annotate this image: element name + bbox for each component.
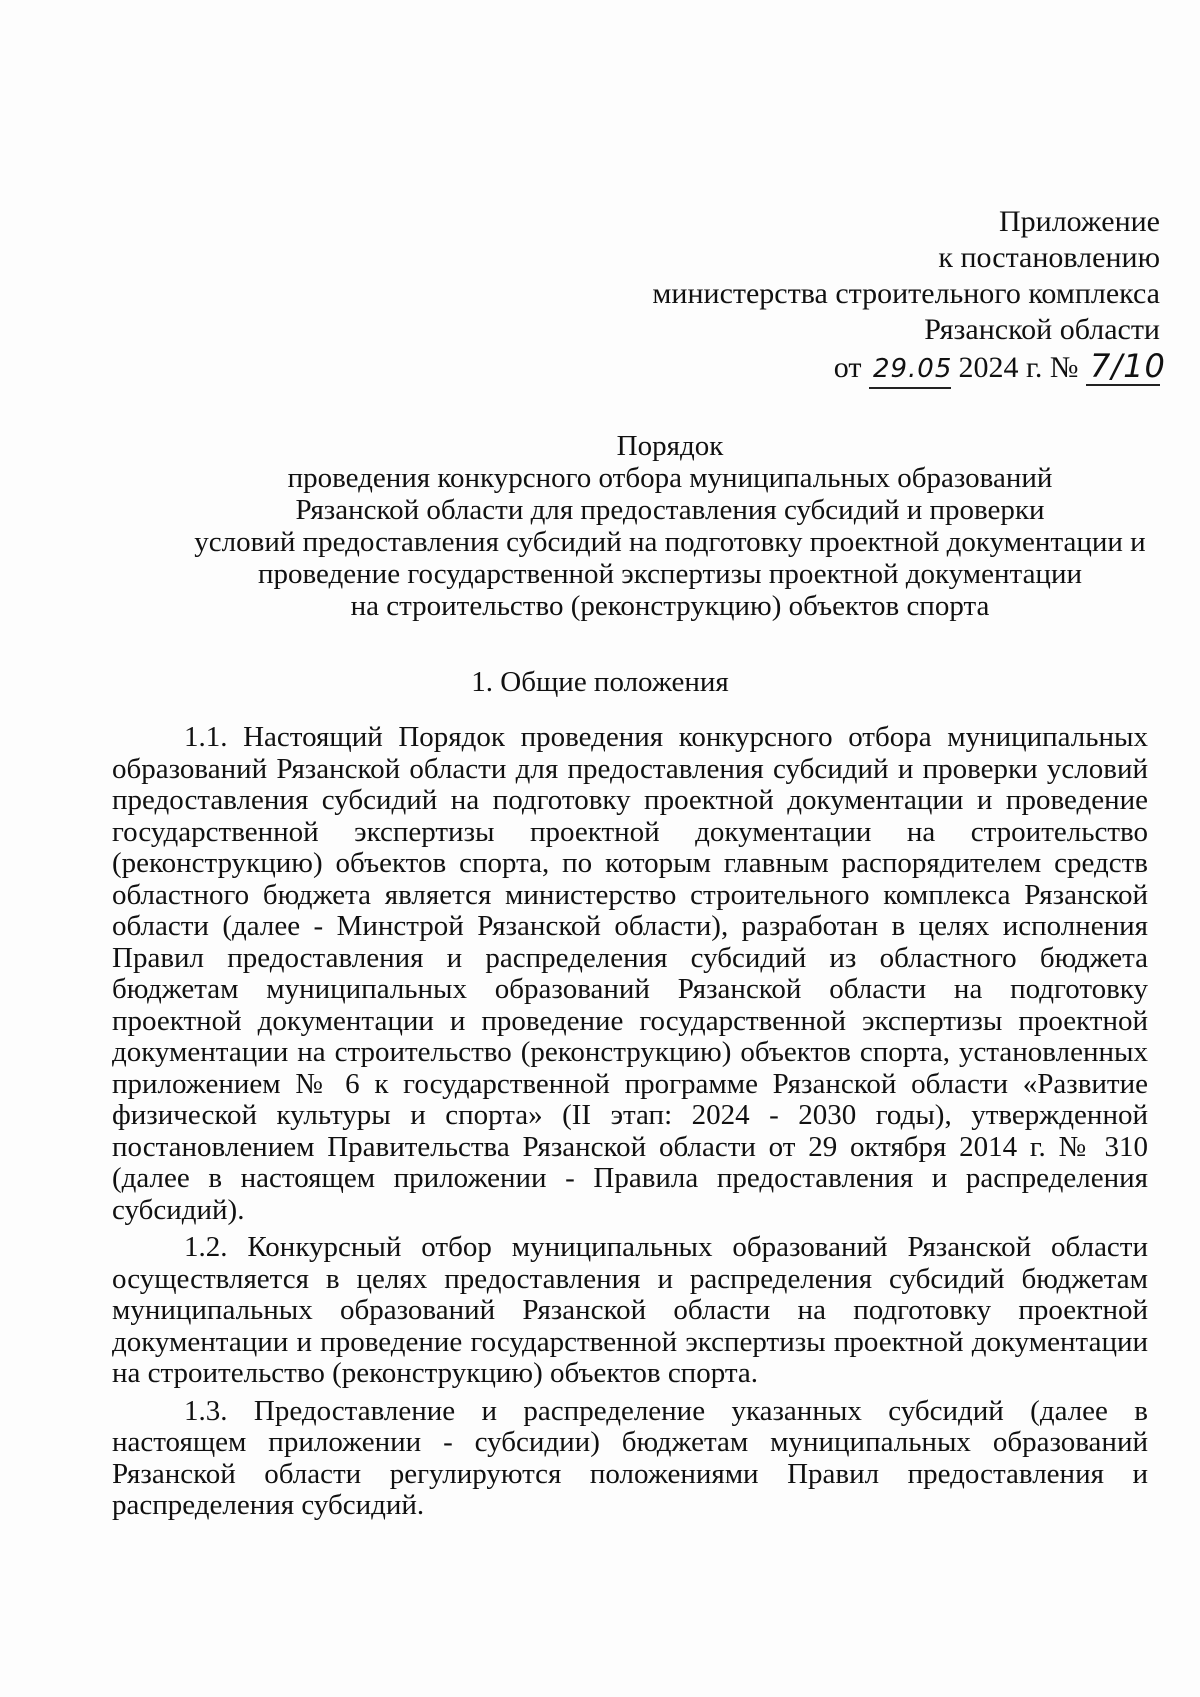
appendix-line-region: Рязанской области [924,313,1160,346]
title-line-1: Порядок [616,430,724,462]
paragraph-1-1: 1.1. Настоящий Порядок проведения конкурсного отбора муниципальных образований Рязанской области для предоставления субсидий и проверки условий предоставления субсидий на подготовку проектной документации и проведение государственной экспертизы проектной документации на строительство (реконструкцию) объектов спорта, по которым главным распорядителем средств областного бюджета является министерство строительного комплекса Рязанской области (далее - Минстрой Рязанской области), разработан в целях исполнения Правил предоставления и распределения субсидий из областного бюджета бюджетам муниципальных образований Рязанской области на подготовку проектной документации и проведение государственной экспертизы проектной документации на строительство (реконструкцию) объектов спорта, установленных приложением № 6 к государственной программе Рязанской области «Развитие физической культуры и спорта» (II этап: 2024 - 2030 годы), утвержденной постановлением Правительства Рязанской области от 29 октября 2014 г. № 310 (далее в настоящем приложении - Правила предоставления и распределения субсидий). [112,721,1148,1226]
document-body [112,722,1148,1528]
title-line-6: на строительство (реконструкцию) объектов спорта [350,590,990,622]
handwritten-date: 29.05 [869,351,951,389]
title-line-5: проведение государственной экспертизы проектной документации [258,558,1082,590]
appendix-date-line [560,347,1166,389]
appendix-header [560,204,1166,389]
appendix-line-ministry: министерства строительного комплекса [652,277,1160,310]
title-line-4: условий предоставления субсидий на подготовку проектной документации и [194,526,1146,558]
section-heading: 1. Общие положения [471,666,729,698]
title-line-2: проведения конкурсного отбора муниципальных образований [287,462,1053,494]
date-prefix: от [833,351,862,384]
appendix-title: Приложение [998,205,1160,238]
paragraph-1-3: 1.3. Предоставление и распределение указанных субсидий (далее в настоящем приложении - субсидии) бюджетам муниципальных образований Рязанской области регулируются положениями Правил предоставления и распределения субсидий. [112,1394,1148,1521]
handwritten-number: 7/10 [1086,348,1160,386]
title-line-3: Рязанской области для предоставления субсидий и проверки [295,494,1045,526]
appendix-line-resolution: к постановлению [938,241,1160,274]
document-title [140,430,1200,622]
paragraph-1-2: 1.2. Конкурсный отбор муниципальных образований Рязанской области осуществляется в целях предоставления и распределения субсидий бюджетам муниципальных образований Рязанской области на подготовку проектной документации и проведение государственной экспертизы проектной документации на строительство (реконструкцию) объектов спорта. [112,1231,1148,1389]
year-text: 2024 г. № [958,351,1079,384]
